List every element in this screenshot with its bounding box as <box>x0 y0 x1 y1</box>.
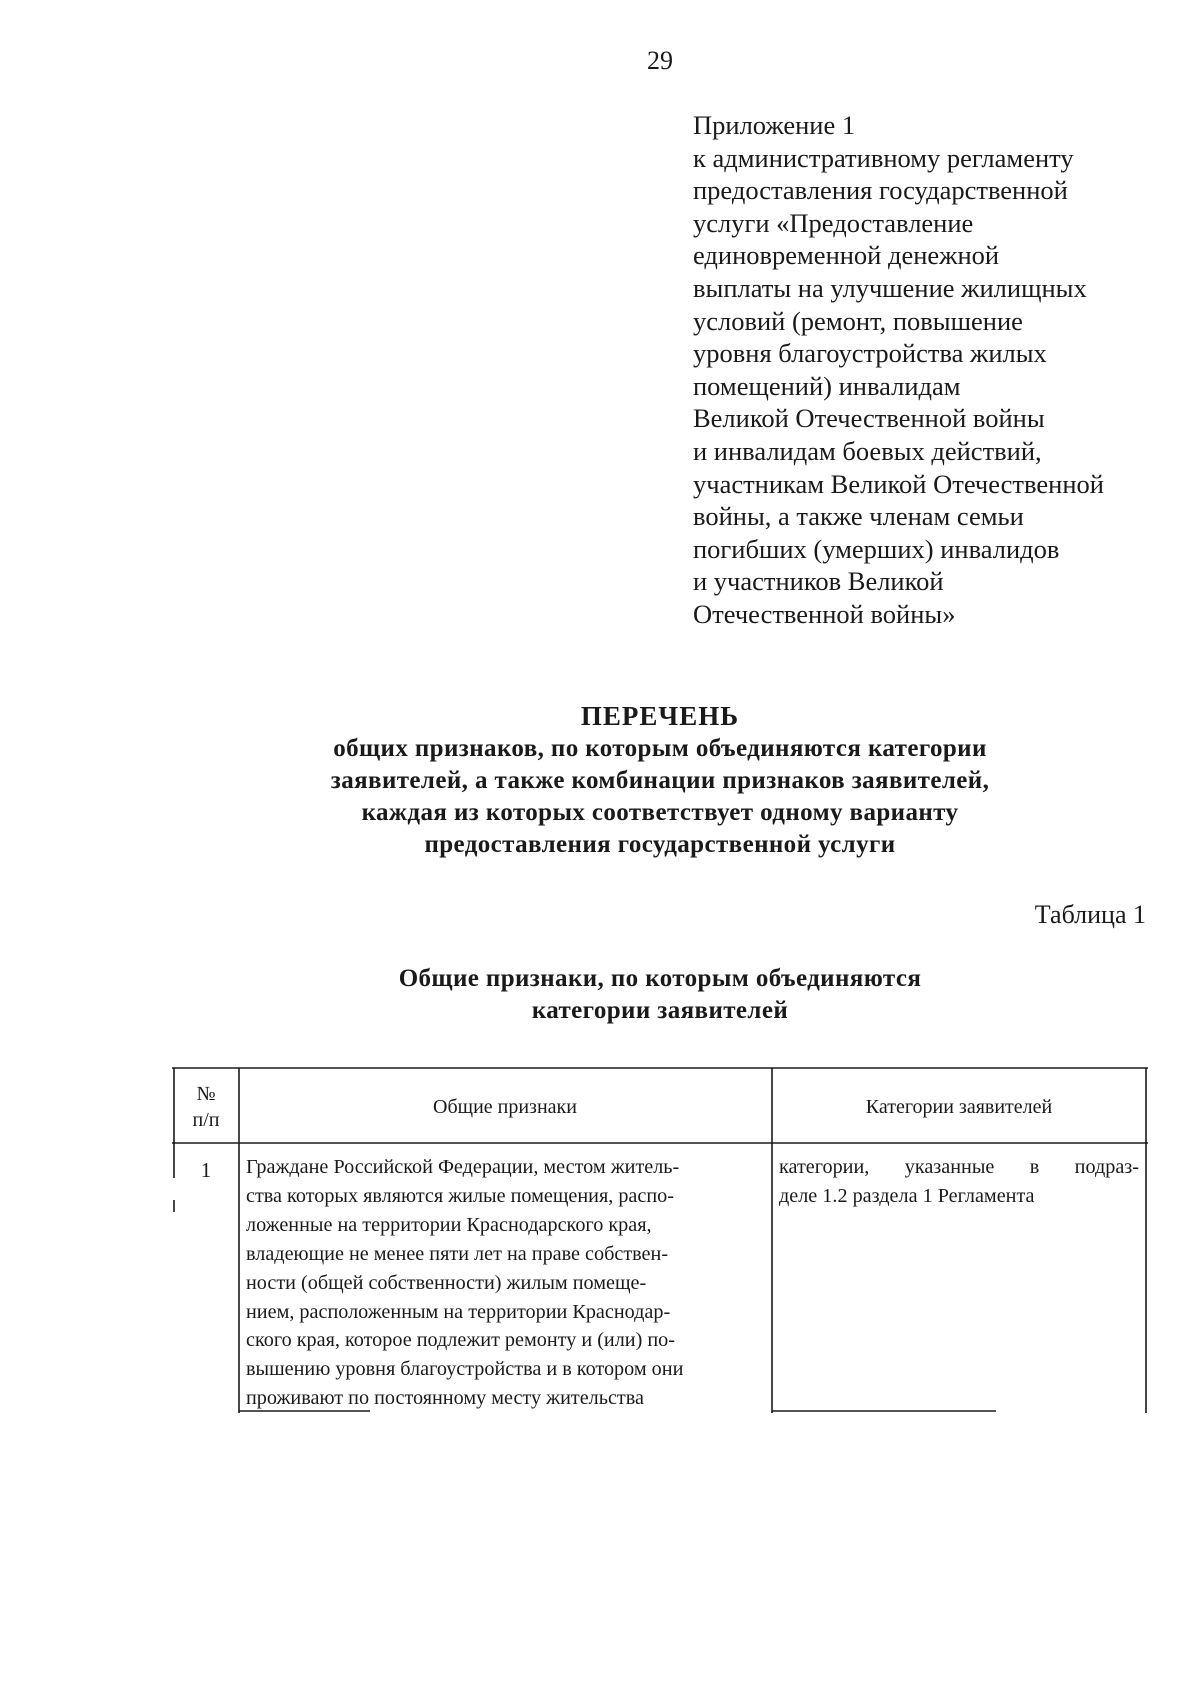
row-number: 1 <box>200 1158 212 1182</box>
appendix-line: к административному регламенту <box>693 142 1074 173</box>
appendix-line: уровня благоустройства жилых <box>693 338 1047 369</box>
appendix-line: выплаты на улучшение жилищных <box>693 272 1087 303</box>
features-line: владеющие не менее пяти лет на праве собствен- <box>246 1242 669 1265</box>
appendix-line: предоставления государственной <box>693 175 1068 206</box>
appendix-line: войны, а также членам семьи <box>693 501 1024 532</box>
table-title-line: Общие признаки, по которым объединяются <box>398 965 922 992</box>
appendix-line: Приложение 1 <box>693 110 856 140</box>
features-line: ложенные на территории Краснодарского края, <box>246 1213 652 1236</box>
page-number: 29 <box>647 46 673 75</box>
features-line: ства которых являются жилые помещения, распо- <box>246 1184 674 1207</box>
appendix-line: Отечественной войны» <box>693 598 956 629</box>
appendix-line: услуги «Предоставление <box>693 207 974 238</box>
header-features: Общие признаки <box>433 1096 577 1118</box>
appendix-line: погибших (умерших) инвалидов <box>693 533 1060 564</box>
appendix-line: и инвалидам боевых действий, <box>693 435 1042 466</box>
categories-line: категории, указанные в подраз- <box>779 1156 1139 1178</box>
appendix-line: и участников Великой <box>693 566 944 597</box>
features-line: нием, расположенным на территории Краснодар- <box>246 1300 671 1323</box>
appendix-line: помещений) инвалидам <box>693 370 961 401</box>
features-line: проживают по постоянному месту жительства <box>246 1387 644 1410</box>
features-line: вышению уровня благоустройства и в котором они <box>246 1358 684 1381</box>
title-heading: ПЕРЕЧЕНЬ <box>580 701 740 731</box>
title-line: каждая из которых соответствует одному варианту <box>361 799 959 826</box>
header-number: № п/п <box>192 1083 220 1131</box>
appendix-line: единовременной денежной <box>693 240 1000 271</box>
table-caption: Таблица 1 <box>1034 900 1146 929</box>
table-title-line: категории заявителей <box>531 997 789 1024</box>
appendix-line: условий (ремонт, повышение <box>693 305 1023 336</box>
categories-line: деле 1.2 раздела 1 Регламента <box>779 1184 1035 1207</box>
appendix-line: участникам Великой Отечественной <box>693 468 1104 499</box>
row-features <box>246 1153 764 1413</box>
row-categories <box>779 1153 1139 1211</box>
appendix-line: Великой Отечественной войны <box>693 403 1045 434</box>
title-line: общих признаков, по которым объединяются категории <box>333 735 987 762</box>
header-categories: Категории заявителей <box>865 1096 1053 1118</box>
title-line: заявителей, а также комбинации признаков заявителей, <box>330 767 990 794</box>
features-line: ского края, которое подлежит ремонту и (или) по- <box>246 1329 676 1352</box>
features-line: ности (общей собственности) жилым помеще- <box>246 1271 647 1294</box>
features-line: Граждане Российской Федерации, местом житель- <box>246 1156 680 1178</box>
title-line: предоставления государственной услуги <box>424 831 896 858</box>
